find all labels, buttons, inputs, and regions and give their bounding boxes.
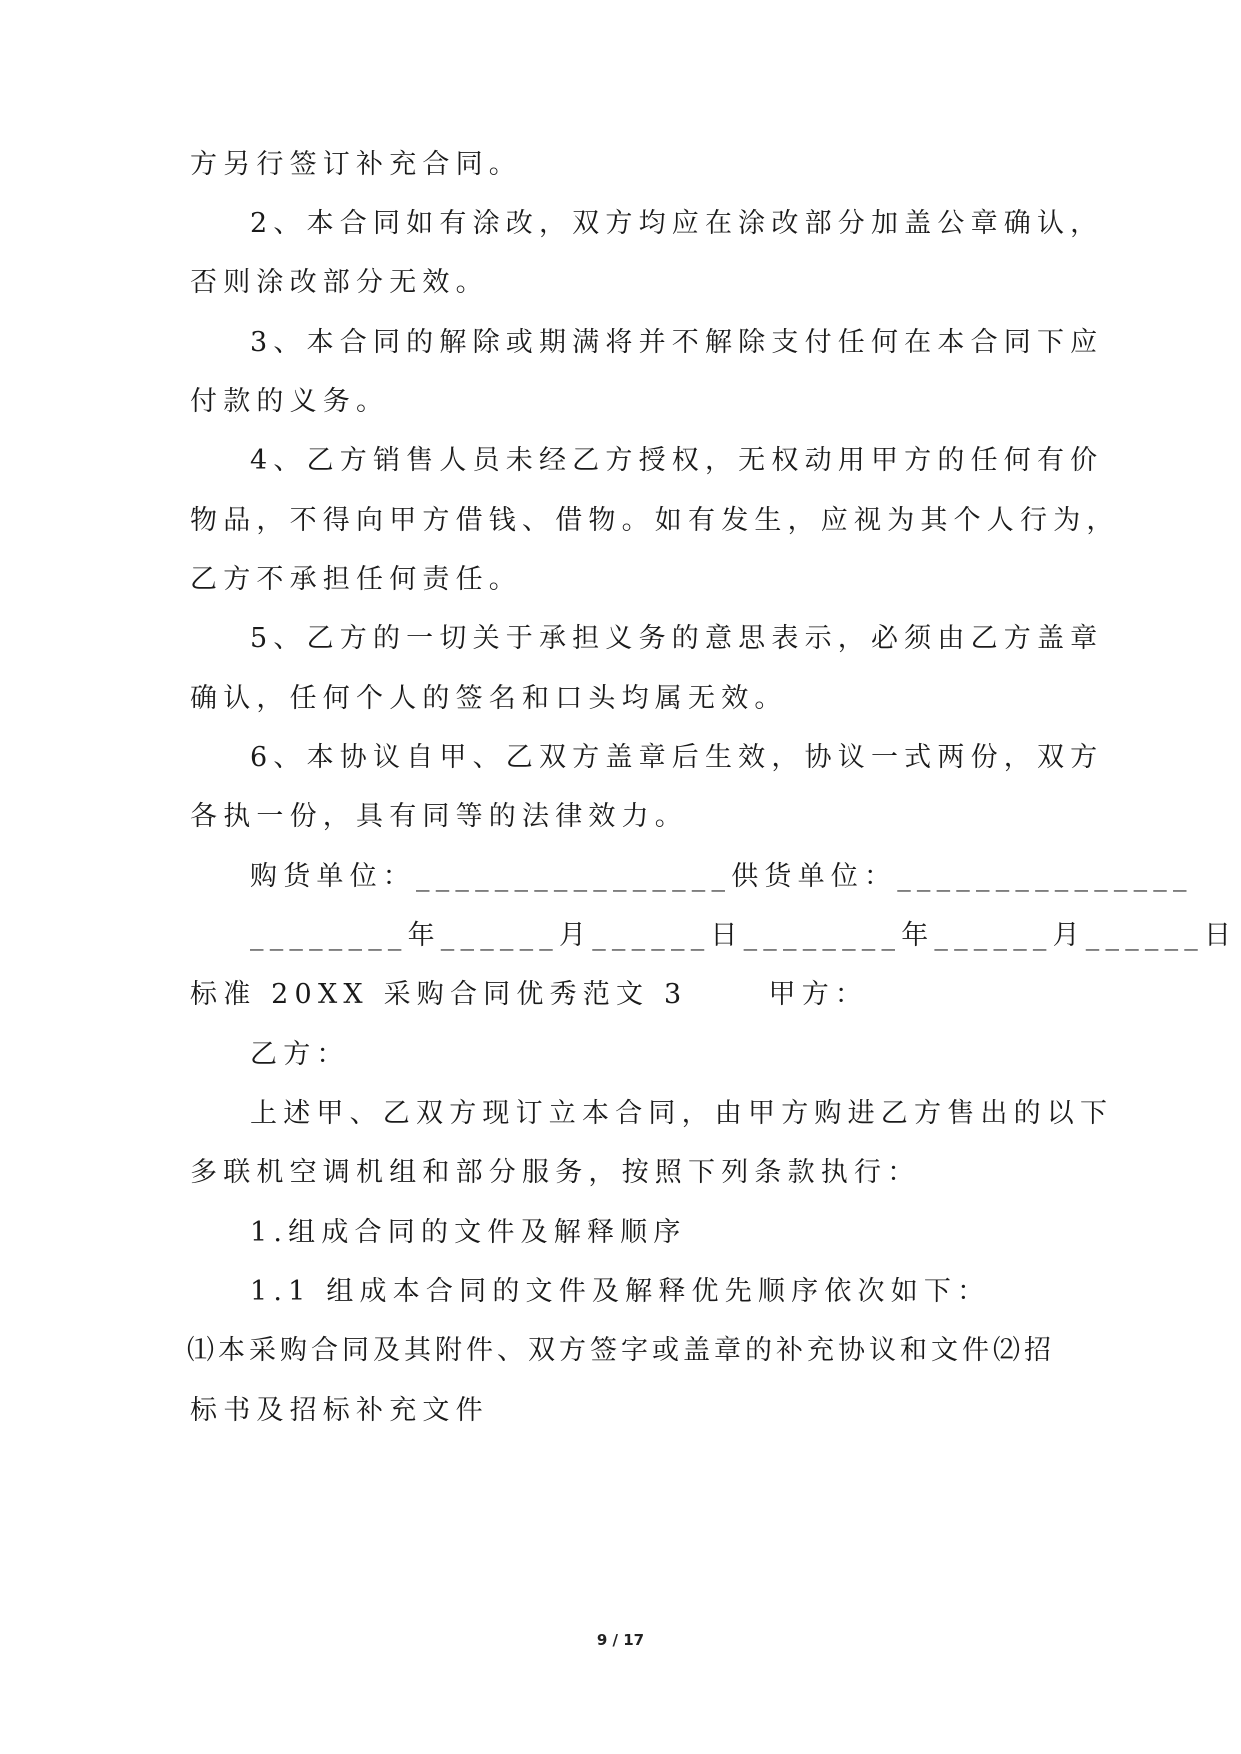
text-line: 4、乙方销售人员未经乙方授权，无权动用甲方的任何有价 [250, 445, 1104, 476]
text-line: 1.1 组成本合同的文件及解释优先顺序依次如下： [250, 1276, 991, 1307]
text-line: 确认，任何个人的签名和口头均属无效。 [190, 683, 788, 714]
text-line: 乙方： [250, 1039, 350, 1070]
text-line: 多联机空调机组和部分服务，按照下列条款执行： [190, 1157, 921, 1188]
text-line: ⑴本采购合同及其附件、双方签字或盖章的补充协议和文件⑵招 [187, 1335, 1055, 1366]
text-line: 标书及招标补充文件 [190, 1395, 489, 1426]
page-number: 9 / 17 [596, 1631, 645, 1649]
text-line: 5、乙方的一切关于承担义务的意思表示，必须由乙方盖章 [250, 623, 1104, 654]
signature-line: 购货单位：________________供货单位：_______________ [250, 861, 1193, 892]
text-line: 付款的义务。 [190, 386, 390, 417]
text-line: 物品，不得向甲方借钱、借物。如有发生，应视为其个人行为， [190, 505, 1120, 536]
text-line: 2、本合同如有涂改，双方均应在涂改部分加盖公章确认， [250, 208, 1104, 239]
text-line: 6、本协议自甲、乙双方盖章后生效，协议一式两份，双方 [250, 742, 1104, 773]
text-line: 3、本合同的解除或期满将并不解除支付任何在本合同下应 [250, 327, 1104, 358]
text-line: 1.组成合同的文件及解释顺序 [250, 1217, 687, 1248]
text-line: 方另行签订补充合同。 [190, 149, 522, 180]
text-line: 乙方不承担任何责任。 [190, 564, 522, 595]
section-heading: 标准 20XX 采购合同优秀范文 3 甲方： [190, 979, 869, 1010]
text-line: 否则涂改部分无效。 [190, 267, 489, 298]
date-line: ________年______月______日________年______月______日 [250, 920, 1238, 951]
text-line: 各执一份，具有同等的法律效力。 [190, 801, 688, 832]
text-line: 上述甲、乙双方现订立本合同，由甲方购进乙方售出的以下 [250, 1098, 1114, 1129]
